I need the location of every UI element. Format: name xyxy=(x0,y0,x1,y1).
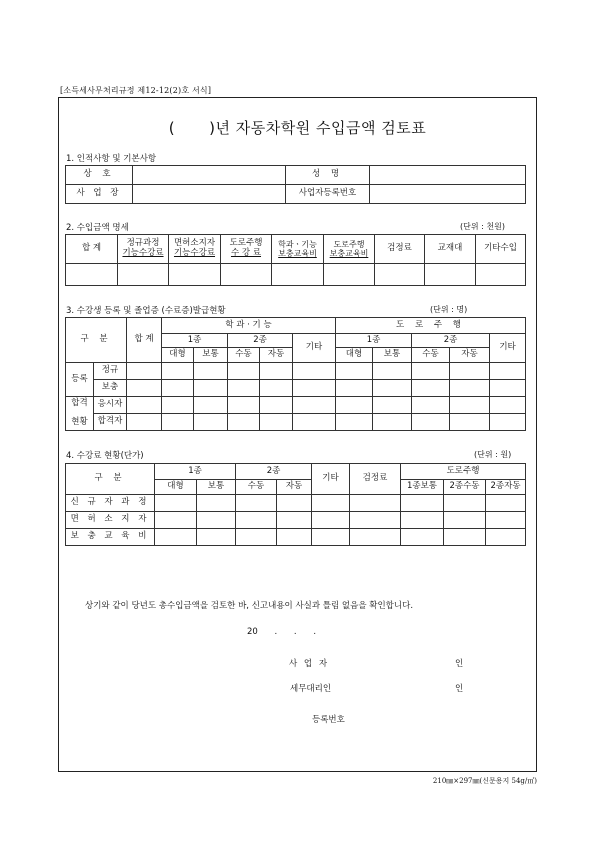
section3-heading: 3. 수강생 등록 및 졸업증 (수료증)발급현황 xyxy=(66,306,226,316)
business-owner-seal[interactable]: 인 xyxy=(455,659,464,669)
income-header-licensed: 면허소지자 기능수강료 xyxy=(169,235,221,264)
enroll-cell[interactable] xyxy=(373,414,412,431)
fee-header-exam: 검정료 xyxy=(350,464,401,495)
enroll-cell[interactable] xyxy=(490,363,526,380)
income-header-academic-supp: 학과ㆍ기능 보충교육비 xyxy=(272,235,324,264)
enroll-cell[interactable] xyxy=(373,397,412,414)
fee-cell[interactable] xyxy=(444,495,486,512)
fee-cell[interactable] xyxy=(401,512,444,529)
enroll-cell[interactable] xyxy=(412,380,450,397)
enroll-row-applicants: 응시자 xyxy=(94,397,127,414)
income-value-cell[interactable] xyxy=(272,264,324,286)
fee-cell[interactable] xyxy=(444,529,486,546)
fee-cell[interactable] xyxy=(277,495,312,512)
enroll-academic-class2: 2종 xyxy=(228,334,293,348)
enroll-cell[interactable] xyxy=(450,380,490,397)
enroll-cell[interactable] xyxy=(412,414,450,431)
name-label: 성 명 xyxy=(286,166,370,185)
fee-cell[interactable] xyxy=(277,529,312,546)
enroll-row-group-pass: 합격 현황 xyxy=(66,397,94,431)
enroll-sub-normal: 보통 xyxy=(373,348,412,363)
enroll-cell[interactable] xyxy=(412,397,450,414)
fee-cell[interactable] xyxy=(312,512,350,529)
form-reference: [소득세사무처리규정 제12-12(2)호 서식] xyxy=(60,86,212,95)
enroll-cell[interactable] xyxy=(162,397,194,414)
enroll-cell[interactable] xyxy=(336,363,373,380)
income-value-cell[interactable] xyxy=(476,264,526,286)
fee-cell[interactable] xyxy=(236,512,277,529)
enroll-row-passed: 합격자 xyxy=(94,414,127,431)
tax-agent-seal[interactable]: 인 xyxy=(455,684,464,694)
enroll-cell[interactable] xyxy=(336,380,373,397)
fee-cell[interactable] xyxy=(236,529,277,546)
enroll-cell[interactable] xyxy=(228,363,260,380)
section4-unit: (단위 : 원) xyxy=(474,450,512,459)
section4-heading: 4. 수강료 현황(단가) xyxy=(66,451,144,461)
enroll-sub-auto: 자동 xyxy=(260,348,293,363)
income-value-cell[interactable] xyxy=(425,264,476,286)
income-header-other: 기타수입 xyxy=(476,235,526,264)
enroll-road-class2: 2종 xyxy=(412,334,490,348)
enroll-header-academic: 학 과 · 기 능 xyxy=(162,318,336,334)
enroll-row-supplementary: 보충 xyxy=(94,380,127,397)
enroll-cell[interactable] xyxy=(293,363,336,380)
enroll-row-regular: 정규 xyxy=(94,363,127,380)
fee-cell[interactable] xyxy=(312,495,350,512)
title-paren-open: ( xyxy=(168,119,176,137)
enroll-cell[interactable] xyxy=(162,414,194,431)
enroll-sub-large: 대형 xyxy=(336,348,373,363)
date-line: 20 . . . xyxy=(247,627,317,637)
fee-cell[interactable] xyxy=(350,512,401,529)
fee-table xyxy=(65,463,526,546)
fee-cell[interactable] xyxy=(486,495,526,512)
enroll-row-group-registration: 등록 xyxy=(66,363,94,397)
enroll-sub-normal: 보통 xyxy=(194,348,228,363)
fee-sub-large: 대형 xyxy=(155,480,197,495)
fee-sub-manual: 수동 xyxy=(236,480,277,495)
fee-cell[interactable] xyxy=(236,495,277,512)
enroll-cell[interactable] xyxy=(228,397,260,414)
section2-heading: 2. 수입금액 명세 xyxy=(66,223,129,233)
fee-cell[interactable] xyxy=(350,529,401,546)
income-value-cell[interactable] xyxy=(66,264,118,286)
income-header-road: 도로주행 수 강 료 xyxy=(221,235,272,264)
fee-cell[interactable] xyxy=(401,529,444,546)
enroll-cell[interactable] xyxy=(228,414,260,431)
section2-unit: (단위 : 천원) xyxy=(460,222,505,231)
fee-cell[interactable] xyxy=(197,529,236,546)
enroll-sub-auto: 자동 xyxy=(450,348,490,363)
enroll-cell[interactable] xyxy=(450,397,490,414)
fee-header-class2: 2종 xyxy=(236,464,312,480)
business-place-label: 사 업 장 xyxy=(66,185,133,204)
enroll-cell[interactable] xyxy=(260,414,293,431)
fee-cell[interactable] xyxy=(401,495,444,512)
income-header-road-supp: 도로주행 보충교육비 xyxy=(324,235,375,264)
enrollment-table xyxy=(65,317,526,431)
enroll-cell[interactable] xyxy=(336,397,373,414)
name-field[interactable] xyxy=(370,166,526,185)
basic-info-table xyxy=(65,165,526,204)
fee-road-2-auto: 2종자동 xyxy=(486,480,526,495)
fee-road-2-manual: 2종수동 xyxy=(444,480,486,495)
fee-row-supplementary: 보 충 교 육 비 xyxy=(66,529,155,546)
fee-header-class1: 1종 xyxy=(155,464,236,480)
fee-cell[interactable] xyxy=(155,512,197,529)
fee-cell[interactable] xyxy=(155,529,197,546)
business-place-field[interactable] xyxy=(133,185,286,204)
section3-unit: (단위 : 명) xyxy=(430,305,468,314)
fee-sub-normal: 보통 xyxy=(197,480,236,495)
enroll-cell[interactable] xyxy=(373,380,412,397)
enroll-cell[interactable] xyxy=(194,414,228,431)
fee-cell[interactable] xyxy=(155,495,197,512)
enroll-cell[interactable] xyxy=(260,380,293,397)
fee-cell[interactable] xyxy=(486,529,526,546)
enroll-cell[interactable] xyxy=(194,380,228,397)
enroll-cell[interactable] xyxy=(127,380,162,397)
income-header-exam: 검정료 xyxy=(375,235,425,264)
fee-cell[interactable] xyxy=(197,495,236,512)
enroll-academic-class1: 1종 xyxy=(162,334,228,348)
title-text: 년 자동차학원 수입금액 검토표 xyxy=(215,119,427,137)
enroll-cell[interactable] xyxy=(127,414,162,431)
income-header-textbook: 교재대 xyxy=(425,235,476,264)
fee-cell[interactable] xyxy=(350,495,401,512)
enroll-cell[interactable] xyxy=(162,380,194,397)
fee-header-etc: 기타 xyxy=(312,464,350,495)
business-reg-no-label: 사업자등록번호 xyxy=(286,185,370,204)
enroll-cell[interactable] xyxy=(194,363,228,380)
enroll-header-total: 합 계 xyxy=(127,318,162,363)
enroll-cell[interactable] xyxy=(293,380,336,397)
trade-name-label: 상 호 xyxy=(66,166,133,185)
fee-road-1-normal: 1종보통 xyxy=(401,480,444,495)
enroll-header-gubun: 구 분 xyxy=(66,318,127,363)
enroll-cell[interactable] xyxy=(127,363,162,380)
enroll-cell[interactable] xyxy=(336,414,373,431)
enroll-cell[interactable] xyxy=(228,380,260,397)
enroll-sub-manual: 수동 xyxy=(228,348,260,363)
enroll-cell[interactable] xyxy=(194,397,228,414)
fee-cell[interactable] xyxy=(277,512,312,529)
fee-cell[interactable] xyxy=(486,512,526,529)
enroll-cell[interactable] xyxy=(127,397,162,414)
enroll-cell[interactable] xyxy=(260,397,293,414)
section1-heading: 1. 인적사항 및 기본사항 xyxy=(66,154,157,164)
fee-sub-auto: 자동 xyxy=(277,480,312,495)
income-value-cell[interactable] xyxy=(169,264,221,286)
enroll-cell[interactable] xyxy=(412,363,450,380)
enroll-cell[interactable] xyxy=(490,380,526,397)
enroll-sub-large: 대형 xyxy=(162,348,194,363)
income-value-cell[interactable] xyxy=(221,264,272,286)
enroll-cell[interactable] xyxy=(450,363,490,380)
income-value-cell[interactable] xyxy=(375,264,425,286)
fee-header-road: 도로주행 xyxy=(401,464,526,480)
income-header-total: 합 계 xyxy=(66,235,118,264)
trade-name-field[interactable] xyxy=(133,166,286,185)
income-header-regular: 정규과정 기능수강료 xyxy=(118,235,169,264)
enroll-sub-manual: 수동 xyxy=(412,348,450,363)
enroll-cell[interactable] xyxy=(293,414,336,431)
enroll-header-road: 도 로 주 행 xyxy=(336,318,526,334)
enroll-road-class1: 1종 xyxy=(336,334,412,348)
enroll-cell[interactable] xyxy=(450,414,490,431)
tax-agent-label: 세무대리인 xyxy=(290,684,332,694)
paper-size-note: 210㎜×297㎜(신문용지 54g/㎡) xyxy=(432,777,537,785)
registration-number-label: 등록번호 xyxy=(312,715,345,725)
income-value-cell[interactable] xyxy=(118,264,169,286)
enroll-road-etc: 기타 xyxy=(490,334,526,363)
page-title xyxy=(0,117,595,138)
income-table xyxy=(65,234,526,286)
fee-cell[interactable] xyxy=(444,512,486,529)
fee-row-new-course: 신 규 자 과 정 xyxy=(66,495,155,512)
enroll-cell[interactable] xyxy=(162,363,194,380)
title-paren-close: ) xyxy=(209,119,216,137)
fee-header-gubun: 구 분 xyxy=(66,464,155,495)
fee-cell[interactable] xyxy=(197,512,236,529)
confirmation-statement: 상기와 같이 당년도 총수입금액을 검토한 바, 신고내용이 사실과 틀림 없음을 확인합니다. xyxy=(85,601,414,611)
enroll-cell[interactable] xyxy=(260,363,293,380)
fee-row-license-holder: 면 허 소 지 자 xyxy=(66,512,155,529)
fee-cell[interactable] xyxy=(312,529,350,546)
enroll-cell[interactable] xyxy=(490,414,526,431)
income-value-cell[interactable] xyxy=(324,264,375,286)
business-owner-label: 사 업 자 xyxy=(289,659,330,669)
enroll-academic-etc: 기타 xyxy=(293,334,336,363)
enroll-cell[interactable] xyxy=(293,397,336,414)
business-reg-no-field[interactable] xyxy=(370,185,526,204)
enroll-cell[interactable] xyxy=(373,363,412,380)
enroll-cell[interactable] xyxy=(490,397,526,414)
